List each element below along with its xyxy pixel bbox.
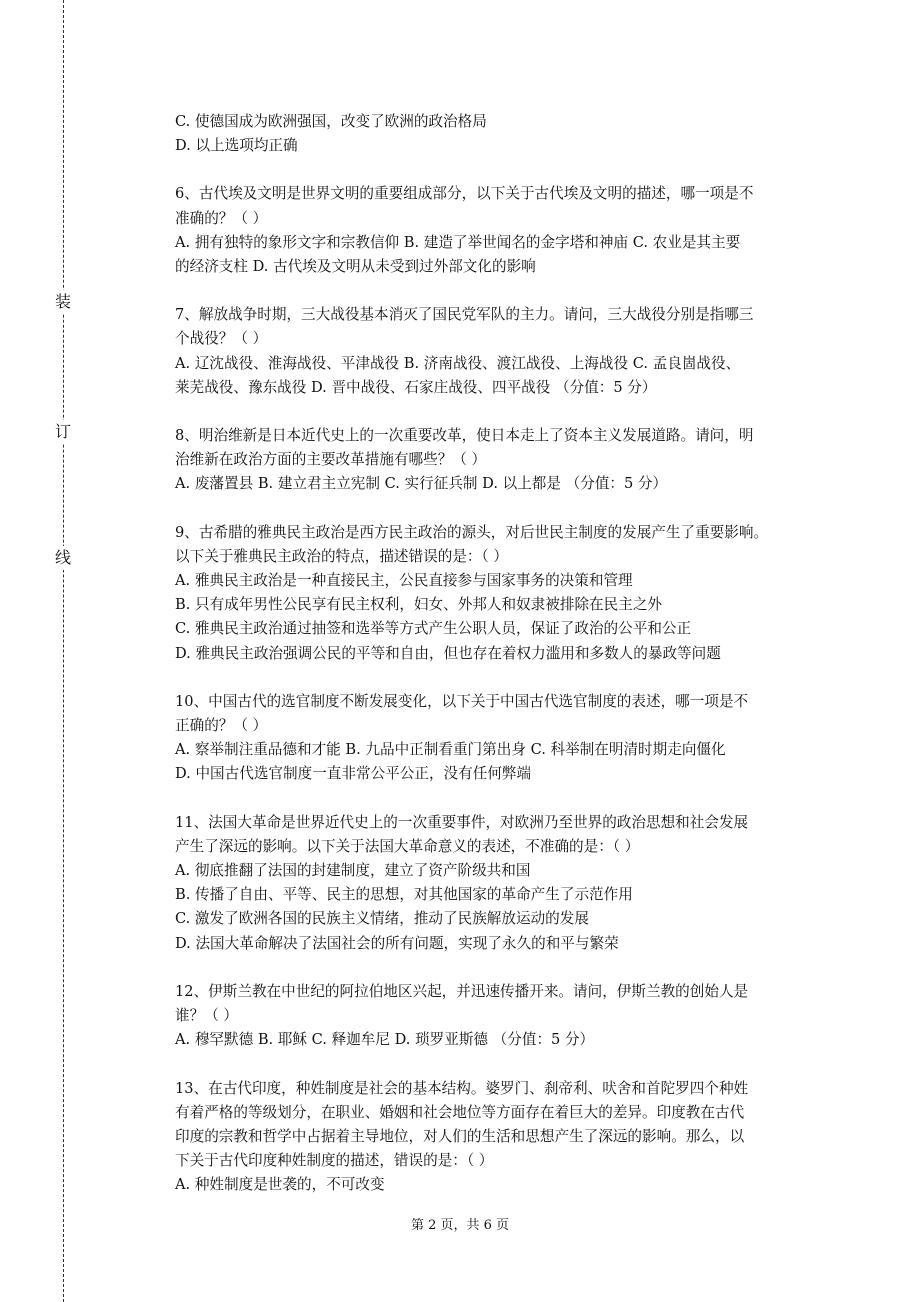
option-line: C. 雅典民主政治通过抽签和选举等方式产生公职人员，保证了政治的公平和公正 <box>175 620 692 638</box>
option-line: A. 穆罕默德 B. 耶稣 C. 释迦牟尼 D. 琐罗亚斯德 （分值：5 分） <box>175 1031 595 1049</box>
option-line: D. 以上选项均正确 <box>175 137 298 155</box>
question-12 <box>175 980 815 1053</box>
binding-dashed-line <box>63 0 64 1302</box>
option-line: A. 辽沈战役、淮海战役、平津战役 B. 济南战役、渡江战役、上海战役 C. 孟良崮战役、 <box>175 354 741 372</box>
question-6 <box>175 182 815 279</box>
option-line: C. 激发了欧洲各国的民族主义情绪，推动了民族解放运动的发展 <box>175 910 589 928</box>
question-8 <box>175 424 815 497</box>
question-line: 有着严格的等级划分，在职业、婚姻和社会地位等方面存在着巨大的差异。印度教在古代 <box>175 1103 745 1121</box>
question-content <box>175 110 815 1198</box>
option-line: D. 雅典民主政治强调公民的平等和自由，但也存在着权力滥用和多数人的暴政等问题 <box>175 644 721 662</box>
question-line: 13、在古代印度，种姓制度是社会的基本结构。婆罗门、刹帝利、吠舍和首陀罗四个种姓 <box>175 1079 749 1097</box>
question-line: 产生了深远的影响。以下关于法国大革命意义的表述，不准确的是：（ ） <box>175 837 640 855</box>
option-line: D. 中国古代选官制度一直非常公平公正，没有任何弊端 <box>175 765 532 783</box>
question-line: 谁？（ ） <box>175 1007 239 1025</box>
option-line: C. 使德国成为欧洲强国，改变了欧洲的政治格局 <box>175 113 487 130</box>
question-line: 9、古希腊的雅典民主政治是西方民主政治的源头，对后世民主制度的发展产生了重要影响。 <box>175 523 769 541</box>
option-line: A. 废藩置县 B. 建立君主立宪制 C. 实行征兵制 D. 以上都是 （分值：5 分） <box>175 475 668 493</box>
question-line: 治维新在政治方面的主要改革措施有哪些？（ ） <box>175 451 487 469</box>
option-line: A. 察举制注重品德和才能 B. 九品中正制看重门第出身 C. 科举制在明清时期走向僵化 <box>175 741 726 759</box>
option-line: A. 拥有独特的象形文字和宗教信仰 B. 建造了举世闻名的金字塔和神庙 C. 农业是其主要 <box>175 233 741 251</box>
question-7 <box>175 303 815 400</box>
binding-char-ding: 订 <box>50 420 76 444</box>
question-13 <box>175 1077 815 1198</box>
question-line: 11、法国大革命是世界近代史上的一次重要事件，对欧洲乃至世界的政治思想和社会发展 <box>175 813 749 831</box>
question-line: 下关于古代印度种姓制度的描述，错误的是：（ ） <box>175 1152 494 1170</box>
previous-question-tail <box>175 110 815 158</box>
option-line: A. 彻底推翻了法国的封建制度，建立了资产阶级共和国 <box>175 862 531 880</box>
question-line: 12、伊斯兰教在中世纪的阿拉伯地区兴起，并迅速传播开来。请问，伊斯兰教的创始人是 <box>175 982 749 1000</box>
question-line: 7、解放战争时期，三大战役基本消灭了国民党军队的主力。请问，三大战役分别是指哪三 <box>175 306 754 324</box>
option-line: A. 雅典民主政治是一种直接民主，公民直接参与国家事务的决策和管理 <box>175 572 633 590</box>
question-line: 8、明治维新是日本近代史上的一次重要改革，使日本走上了资本主义发展道路。请问，明 <box>175 427 754 445</box>
question-line: 印度的宗教和哲学中占据着主导地位，对人们的生活和思想产生了深远的影响。那么，以 <box>175 1127 745 1145</box>
question-9 <box>175 521 815 666</box>
binding-char-zhuang: 装 <box>50 290 76 314</box>
question-10 <box>175 690 815 787</box>
option-line: A. 种姓制度是世袭的，不可改变 <box>175 1176 385 1194</box>
question-line: 6、古代埃及文明是世界文明的重要组成部分，以下关于古代埃及文明的描述，哪一项是不 <box>175 185 754 203</box>
question-11 <box>175 811 815 956</box>
question-line: 准确的？（ ） <box>175 209 268 227</box>
page-number-footer: 第 2 页，共 6 页 <box>410 1218 510 1233</box>
question-line: 正确的？（ ） <box>175 717 268 735</box>
option-line: 的经济支柱 D. 古代埃及文明从未受到过外部文化的影响 <box>175 258 536 276</box>
option-line: B. 只有成年男性公民享有民主权利，妇女、外邦人和奴隶被排除在民主之外 <box>175 596 663 614</box>
question-line: 个战役？（ ） <box>175 330 268 348</box>
binding-char-xian: 线 <box>50 546 76 570</box>
question-line: 10、中国古代的选官制度不断发展变化，以下关于中国古代选官制度的表述，哪一项是不 <box>175 692 749 710</box>
question-line: 以下关于雅典民主政治的特点，描述错误的是：（ ） <box>175 547 508 565</box>
option-line: 莱芜战役、豫东战役 D. 晋中战役、石家庄战役、四平战役 （分值：5 分） <box>175 378 657 396</box>
option-line: D. 法国大革命解决了法国社会的所有问题，实现了永久的和平与繁荣 <box>175 934 619 952</box>
option-line: B. 传播了自由、平等、民主的思想，对其他国家的革命产生了示范作用 <box>175 886 633 904</box>
